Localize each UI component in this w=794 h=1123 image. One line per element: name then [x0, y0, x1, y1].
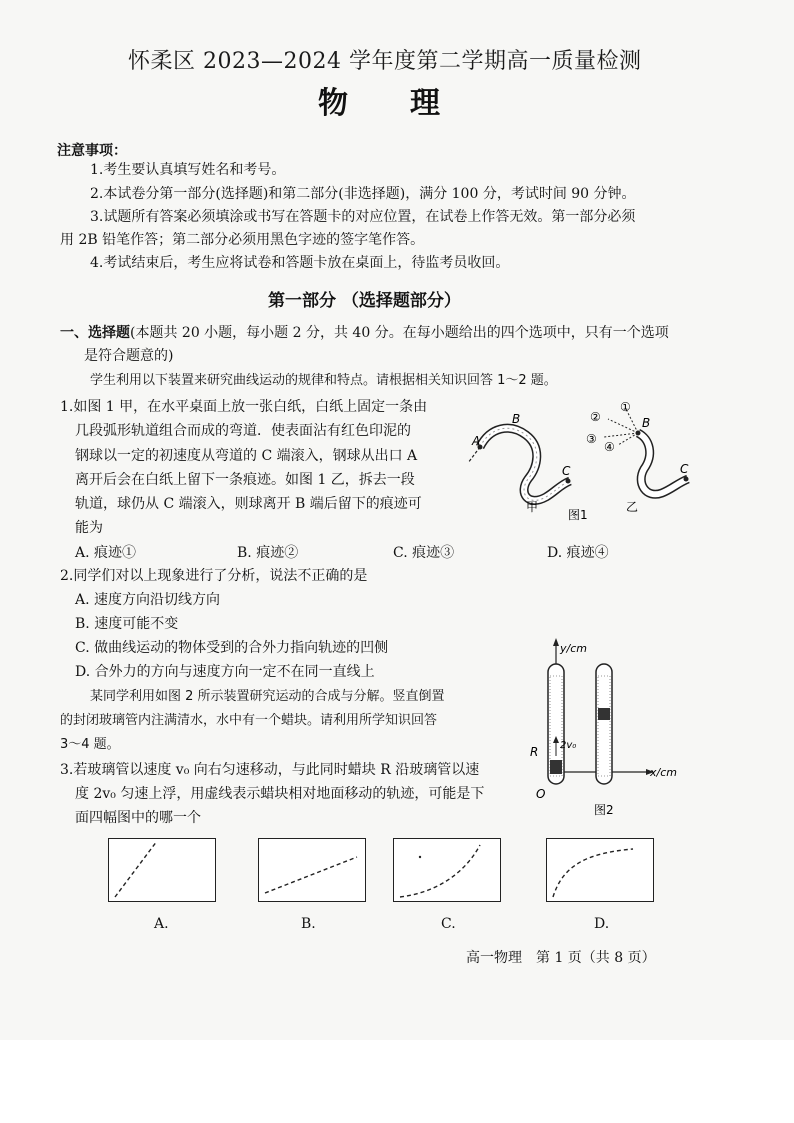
instruction-text-2: 是符合题意的) [84, 348, 174, 364]
subject-title [318, 78, 444, 122]
point-c-label-jia: C [562, 464, 571, 478]
page-footer: 高一物理 第 1 页（共 8 页） [466, 950, 656, 966]
q3-line-2: 度 2v₀ 匀速上浮，用虚线表示蜡块相对地面移动的轨迹，可能是下 [75, 786, 485, 802]
q1-line-4: 离开后会在白纸上留下一条痕迹。如图 1 乙，拆去一段 [75, 472, 415, 488]
choice-a-label: A. [154, 916, 169, 932]
speed-label: 2v₀ [560, 740, 577, 751]
trace-3-label: ③ [586, 432, 597, 446]
q1-option-c: C. 痕迹③ [393, 545, 455, 561]
q3-line-3: 面四幅图中的哪一个 [75, 810, 201, 826]
exam-title: 怀柔区 2023—2024 学年度第二学期高一质量检测 [128, 49, 642, 74]
choice-a-graph [108, 838, 216, 902]
note-4: 4.考试结束后，考生应将试卷和答题卡放在桌面上，待监考员收回。 [90, 255, 510, 271]
choice-b-label: B. [301, 916, 316, 932]
q1-line-3: 钢球以一定的初速度从弯道的 C 端滚入，钢球从出口 A [75, 448, 418, 464]
figure1-caption: 图1 [568, 508, 588, 522]
origin-label: O [536, 787, 546, 801]
note-3: 3.试题所有答案必须填涂或书写在答题卡的对应位置，在试卷上作答无效。第一部分必须 [90, 209, 636, 225]
ball-c-yi [684, 477, 689, 482]
q1-option-d: D. 痕迹④ [547, 545, 609, 561]
figure1-jia-label: 甲 [526, 500, 539, 514]
q1-line-2: 几段弧形轨道组合而成的弯道．使表面沾有红色印泥的 [75, 423, 411, 439]
figure2-caption: 图2 [594, 803, 614, 817]
q1-line-5: 轨道，球仍从 C 端滚入，则球离开 B 端后留下的痕迹可 [75, 496, 422, 512]
point-a-label: A [472, 434, 481, 448]
point-b-label-yi: B [642, 416, 651, 430]
q3-line-1: 3.若玻璃管以速度 v₀ 向右匀速移动，与此同时蜡块 R 沿玻璃管以速 [60, 762, 480, 778]
choice-d-graph [546, 838, 654, 902]
figure-2 [522, 636, 694, 818]
track-jia [468, 428, 571, 500]
intro-34-line-2: 的封闭玻璃管内注满清水，水中有一个蜡块。请利用所学知识回答 [60, 713, 438, 728]
x-axis-label: x/cm [650, 766, 677, 779]
ball-c [566, 479, 571, 484]
figure1-yi-label: 乙 [626, 500, 639, 514]
subject-char-1: 物 [318, 86, 352, 121]
intro-34-line-1: 某同学利用如图 2 所示装置研究运动的合成与分解。竖直倒置 [90, 689, 445, 704]
intro-q1-q2: 学生利用以下装置来研究曲线运动的规律和特点。请根据相关知识回答 1～2 题。 [90, 373, 557, 388]
q1-line-6: 能为 [75, 520, 103, 536]
q2-option-b: B. 速度可能不变 [75, 616, 179, 632]
q2-stem: 2.同学们对以上现象进行了分析，说法不正确的是 [60, 568, 368, 584]
choice-c-trajectory [394, 839, 500, 901]
choice-b-graph [258, 838, 366, 902]
q2-option-c: C. 做曲线运动的物体受到的合外力指向轨迹的凹侧 [75, 640, 389, 656]
q2-option-d: D. 合外力的方向与速度方向一定不在同一直线上 [75, 664, 375, 680]
part1-title: 第一部分 （选择题部分） [268, 291, 461, 311]
subject-char-2: 理 [410, 86, 444, 121]
glass-tube-2 [596, 664, 612, 784]
q2-option-a: A. 速度方向沿切线方向 [75, 592, 221, 608]
choice-c-graph [393, 838, 501, 902]
trace-2-label: ② [590, 410, 601, 424]
trace-1-label: ① [620, 400, 631, 414]
instruction-label: 一、选择题 [60, 325, 130, 341]
exit-trace [468, 447, 480, 463]
choice-b-trajectory [259, 839, 365, 901]
q1-line-1: 1.如图 1 甲，在水平桌面上放一张白纸，白纸上固定一条由 [60, 399, 428, 415]
instruction-text-1: (本题共 20 小题，每小题 2 分，共 40 分。在每小题给出的四个选项中，只有一个选项 [130, 325, 669, 341]
y-axis-label: y/cm [560, 642, 587, 655]
note-1: 1.考生要认真填写姓名和考号。 [90, 162, 286, 178]
point-c-label-yi: C [680, 462, 689, 476]
wax-block-2 [598, 708, 610, 720]
block-r-label: R [530, 745, 539, 759]
q1-option-a: A. 痕迹① [75, 545, 137, 561]
trace-4-label: ④ [604, 440, 615, 454]
wax-block-1 [550, 760, 562, 774]
part1-instruction [60, 323, 669, 343]
point-b-label-jia: B [512, 412, 521, 426]
choice-a-trajectory [109, 839, 215, 901]
note-2: 2.本试卷分第一部分(选择题)和第二部分(非选择题)，满分 100 分，考试时间 90 分钟。 [90, 186, 636, 202]
choice-d-label: D. [594, 916, 610, 932]
choice-d-trajectory [547, 839, 653, 901]
intro-34-line-3: 3～4 题。 [60, 737, 120, 752]
notes-heading: 注意事项： [57, 143, 127, 159]
choice-c-label: C. [441, 916, 456, 932]
q1-option-b: B. 痕迹② [237, 545, 299, 561]
note-3-cont: 用 2B 铅笔作答；第二部分必须用黑色字迹的签字笔作答。 [60, 232, 425, 248]
figure-1 [458, 395, 708, 527]
